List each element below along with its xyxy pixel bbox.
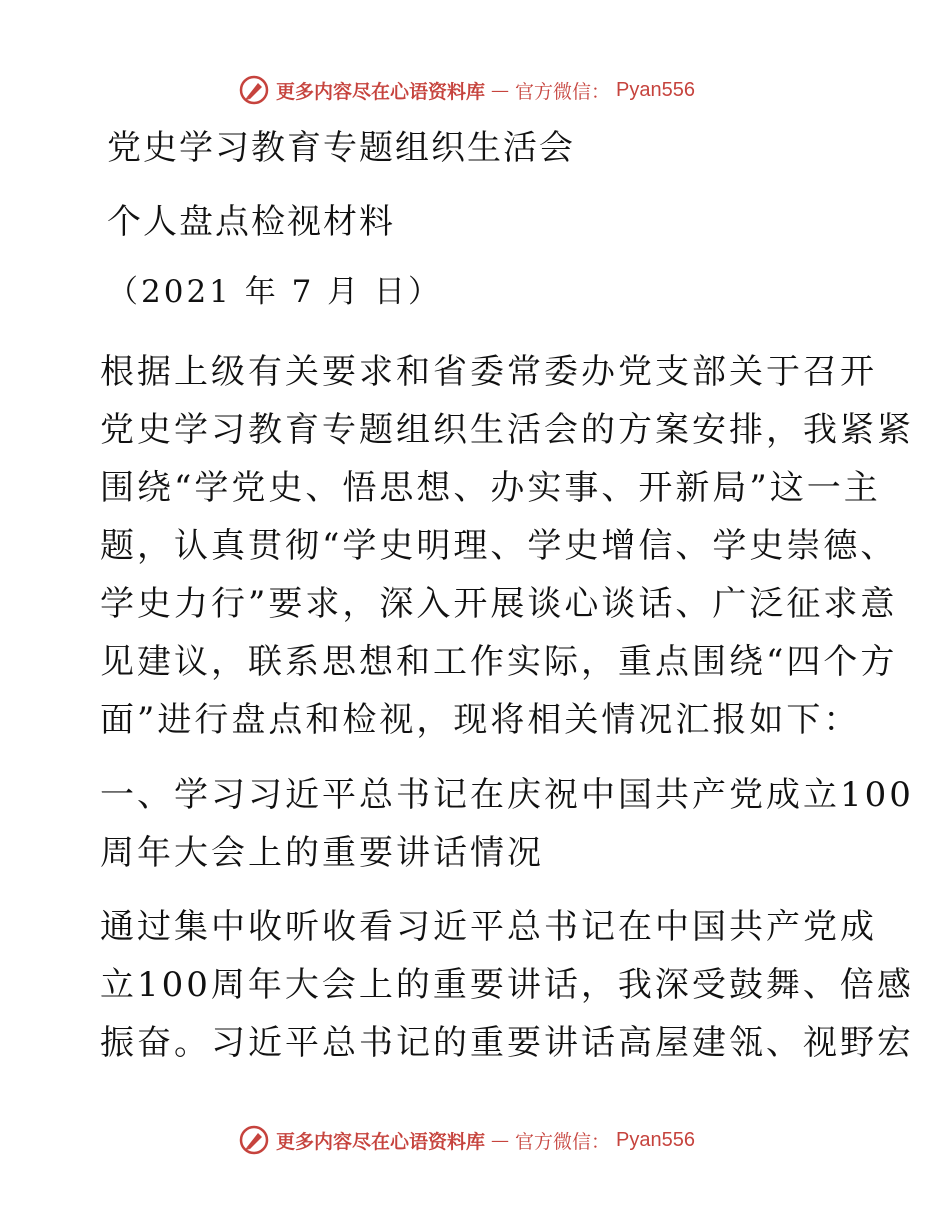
intro-paragraph: [100, 343, 914, 749]
document-date: （2021 年 7 月 日）: [107, 274, 443, 310]
paragraph-line: 围绕“学党史、悟思想、办实事、开新局”这一主: [100, 468, 881, 508]
heading-line: 周年大会上的重要讲话情况: [100, 833, 544, 873]
pen-nib-icon: [238, 1124, 270, 1156]
watermark-separator: —: [491, 79, 510, 101]
heading-line: 一、学习习近平总书记在庆祝中国共产党成立100: [100, 775, 914, 815]
paragraph-line: 振奋。习近平总书记的重要讲话高屋建瓴、视野宏: [100, 1023, 914, 1063]
section-body: [100, 898, 914, 1072]
watermark-wechat-id: Pyan556: [616, 1128, 695, 1151]
pen-nib-icon: [238, 74, 270, 106]
document-title: 党史学习教育专题组织生活会: [107, 128, 575, 168]
section-heading: [100, 766, 914, 882]
watermark-wechat-id: Pyan556: [616, 78, 695, 101]
watermark-banner-bottom: [238, 1123, 758, 1157]
watermark-separator: —: [491, 1129, 510, 1151]
document-subtitle: 个人盘点检视材料: [107, 202, 395, 242]
paragraph-line: 立100周年大会上的重要讲话，我深受鼓舞、倍感: [100, 965, 914, 1005]
watermark-banner-top: [238, 73, 758, 107]
paragraph-line: 通过集中收听收看习近平总书记在中国共产党成: [100, 907, 877, 947]
paragraph-line: 学史力行”要求，深入开展谈心谈话、广泛征求意: [100, 584, 898, 624]
paragraph-line: 党史学习教育专题组织生活会的方案安排，我紧紧: [100, 410, 914, 450]
paragraph-line: 见建议，联系思想和工作实际，重点围绕“四个方: [100, 642, 898, 682]
watermark-site-text: 更多内容尽在心语资料库: [276, 80, 486, 103]
paragraph-line: 面”进行盘点和检视，现将相关情况汇报如下：: [100, 700, 861, 740]
watermark-wechat-label: 官方微信：: [515, 80, 611, 103]
paragraph-line: 根据上级有关要求和省委常委办党支部关于召开: [100, 352, 877, 392]
paragraph-line: 题，认真贯彻“学史明理、学史增信、学史崇德、: [100, 526, 898, 566]
watermark-wechat-label: 官方微信：: [515, 1130, 611, 1153]
watermark-site-text: 更多内容尽在心语资料库: [276, 1130, 486, 1153]
